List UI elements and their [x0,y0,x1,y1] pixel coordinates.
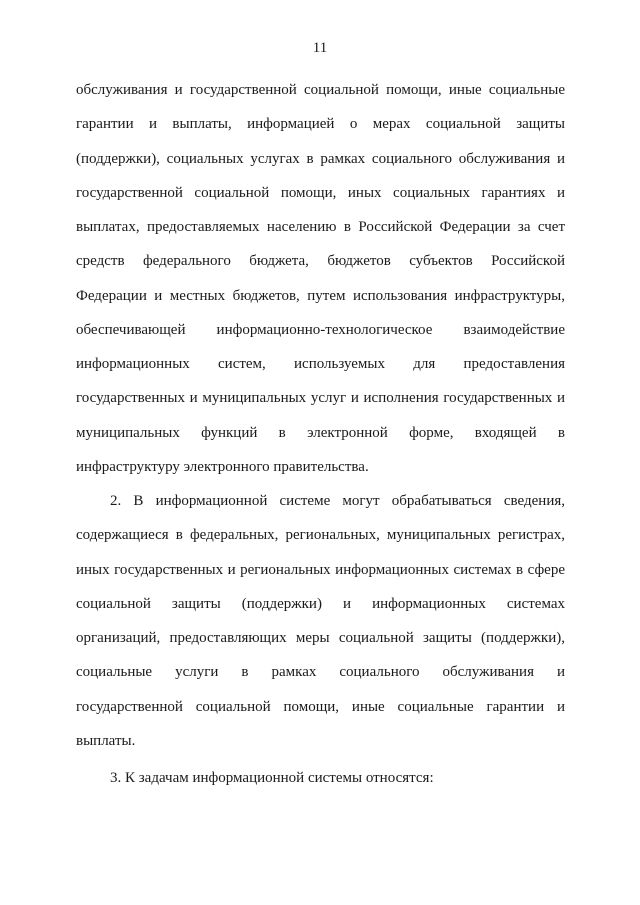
text-line: обеспечивающей информационно-технологическое взаимодействие [76,321,565,338]
text-line: государственной социальной помощи, иных социальных гарантиях и [76,184,565,201]
page-number: 11 [312,40,328,56]
text-line: муниципальных функций в электронной форме, входящей в [76,424,565,441]
text-line: средств федерального бюджета, бюджетов субъектов Российской [76,253,565,270]
text-line: выплатах, предоставляемых населению в Российской Федерации за счет [76,219,565,235]
text-line: Федерации и местных бюджетов, путем использования инфраструктуры, [76,287,565,304]
text-line: содержащиеся в федеральных, региональных, муниципальных регистрах, [76,527,565,544]
text-line: обслуживания и государственной социальной помощи, иные социальные [76,82,565,98]
paragraph-3-first-line: 3. К задачам информационной системы относятся: [110,770,434,786]
text-line: выплаты. [76,732,136,749]
text-line: государственных и муниципальных услуг и исполнения государственных и [76,390,565,407]
text-line: гарантии и выплаты, информацией о мерах социальной защиты [76,116,565,133]
text-line: организаций, предоставляющих меры социальной защиты (поддержки), [76,630,565,646]
text-line: инфраструктуру электронного правительства. [76,458,369,475]
text-line: государственной социальной помощи, иные социальные гарантии и [76,698,565,715]
text-line: социальной защиты (поддержки) и информационных системах [76,595,565,612]
text-line: иных государственных и региональных информационных системах в сфере [76,561,565,578]
text-line: (поддержки), социальных услугах в рамках социального обслуживания и [76,150,565,167]
text-line: социальные услуги в рамках социального обслуживания и [76,664,565,681]
text-line: информационных систем, используемых для предоставления [76,356,565,372]
paragraph-2-first-line: 2. В информационной системе могут обрабатываться сведения, [110,493,565,509]
document-body [76,73,565,795]
